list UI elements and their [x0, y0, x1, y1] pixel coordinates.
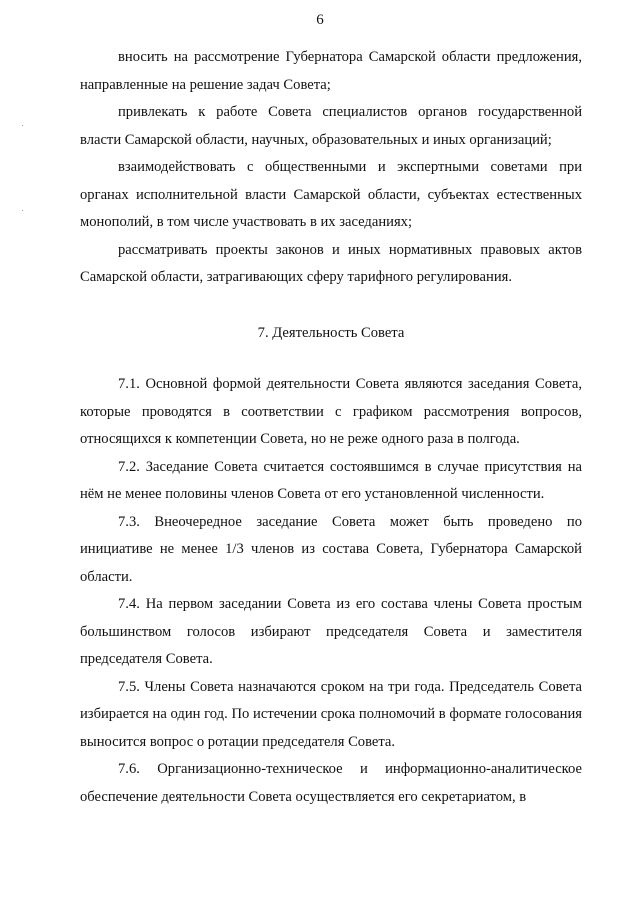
paragraph-rights-3: взаимодействовать с общественными и экспертными советами при органах исполнительной власти Самарской области, субъектах естественных монополий, в том числе участвовать в их заседаниях;: [80, 159, 582, 230]
section-heading: 7. Деятельность Совета: [257, 324, 405, 341]
scan-dot: [22, 210, 23, 211]
scan-dot: [22, 125, 23, 126]
clause-7-6: 7.6. Организационно-техническое и информационно-аналитическое обеспечение деятельности Совета осуществляется его секретариатом, в: [80, 761, 582, 805]
clause-7-2: 7.2. Заседание Совета считается состоявшимся в случае присутствия на нём не менее половины членов Совета от его установленной численности.: [80, 458, 582, 502]
paragraph-rights-2: привлекать к работе Совета специалистов органов государственной власти Самарской области, научных, образовательных и иных организаций;: [80, 104, 582, 148]
document-body: [80, 44, 582, 811]
clause-7-3: 7.3. Внеочередное заседание Совета может быть проведено по инициативе не менее 1/3 членов из состава Совета, Губернатора Самарской области.: [80, 513, 582, 585]
page-number: 6: [316, 12, 324, 28]
paragraph-rights-1: вносить на рассмотрение Губернатора Самарской области предложения, направленные на решение задач Совета;: [80, 49, 582, 93]
clause-7-1: 7.1. Основной формой деятельности Совета являются заседания Совета, которые проводятся в соответствии с графиком рассмотрения вопросов, относящихся к компетенции Совета, но не реже одного раза в полгода.: [80, 376, 582, 447]
clause-7-4: 7.4. На первом заседании Совета из его состава члены Совета простым большинством голосов избирают председателя Совета и заместителя председателя Совета.: [80, 596, 582, 667]
clause-7-5: 7.5. Члены Совета назначаются сроком на три года. Председатель Совета избирается на один год. По истечении срока полномочий в формате голосования выносится вопрос о ротации председателя Совета.: [80, 678, 582, 750]
paragraph-rights-4: рассматривать проекты законов и иных нормативных правовых актов Самарской области, затрагивающих сферу тарифного регулирования.: [80, 241, 582, 285]
